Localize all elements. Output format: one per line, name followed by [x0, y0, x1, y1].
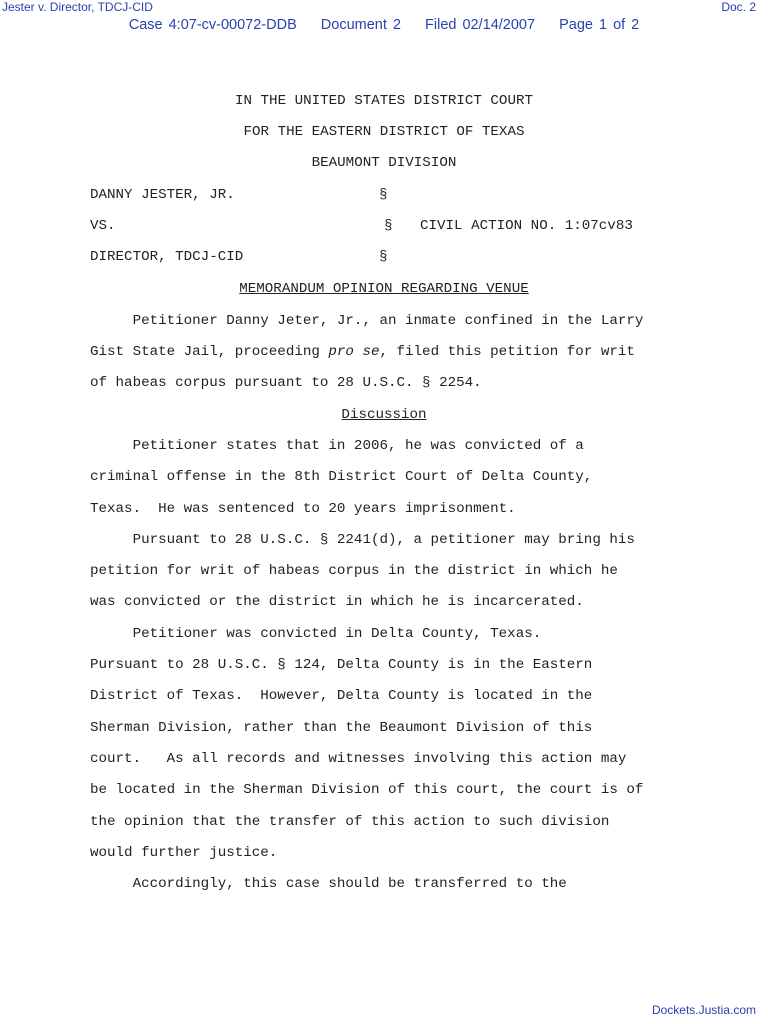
justia-footer-link[interactable]: Dockets.Justia.com — [651, 1003, 756, 1017]
section-symbol: § — [379, 249, 388, 265]
body-line: Petitioner states that in 2006, he was convicted of a — [90, 438, 584, 454]
versus-label: VS. — [90, 218, 116, 234]
court-line-1: IN THE UNITED STATES DISTRICT COURT — [235, 93, 533, 109]
case-header — [0, 17, 768, 33]
intro-line-1: Petitioner Danny Jeter, Jr., an inmate confined in the Larry — [90, 313, 644, 329]
body-line: petition for writ of habeas corpus in the district in which he — [90, 563, 618, 579]
body-line: Texas. He was sentenced to 20 years imprisonment. — [90, 501, 516, 517]
body-line: was convicted or the district in which he is incarcerated. — [90, 594, 584, 610]
memorandum-title: MEMORANDUM OPINION REGARDING VENUE — [239, 281, 529, 297]
body-line: the opinion that the transfer of this action to such division — [90, 814, 610, 830]
filed-date: Filed 02/14/2007 — [425, 17, 536, 33]
page-indicator: Page 1 of 2 — [559, 17, 640, 33]
case-title-link[interactable]: Jester v. Director, TDCJ-CID — [2, 0, 153, 14]
case-number: Case 4:07-cv-00072-DDB — [128, 17, 297, 33]
court-division: BEAUMONT DIVISION — [311, 155, 457, 171]
intro-line-3: of habeas corpus pursuant to 28 U.S.C. § 2254. — [90, 375, 482, 391]
body-line: Accordingly, this case should be transferred to the — [90, 876, 567, 892]
doc-number-link[interactable]: Doc. 2 — [721, 0, 756, 14]
document-number: Document 2 — [320, 17, 401, 33]
intro-line-2 — [90, 344, 635, 360]
discussion-heading: Discussion — [341, 407, 427, 423]
petitioner-name: DANNY JESTER, JR. — [90, 187, 235, 203]
section-symbol: § — [379, 187, 388, 203]
body-line: be located in the Sherman Division of this court, the court is of — [90, 782, 644, 798]
intro-text: , filed this petition for writ — [379, 344, 635, 360]
respondent-name: DIRECTOR, TDCJ-CID — [90, 249, 244, 265]
body-line: Pursuant to 28 U.S.C. § 2241(d), a petitioner may bring his — [90, 532, 635, 548]
civil-action-number: CIVIL ACTION NO. 1:07cv83 — [420, 218, 633, 234]
court-line-2: FOR THE EASTERN DISTRICT OF TEXAS — [243, 124, 525, 140]
body-line: Pursuant to 28 U.S.C. § 124, Delta County is in the Eastern — [90, 657, 593, 673]
body-line: Petitioner was convicted in Delta County, Texas. — [90, 626, 542, 642]
pro-se-italic: pro se — [328, 344, 380, 360]
body-line: Sherman Division, rather than the Beaumont Division of this — [90, 720, 593, 736]
body-line: court. As all records and witnesses involving this action may — [90, 751, 627, 767]
body-line: criminal offense in the 8th District Court of Delta County, — [90, 469, 593, 485]
section-symbol: § — [384, 218, 393, 234]
body-line: District of Texas. However, Delta County is located in the — [90, 688, 593, 704]
intro-text: Gist State Jail, proceeding — [90, 344, 329, 360]
body-line: would further justice. — [90, 845, 278, 861]
